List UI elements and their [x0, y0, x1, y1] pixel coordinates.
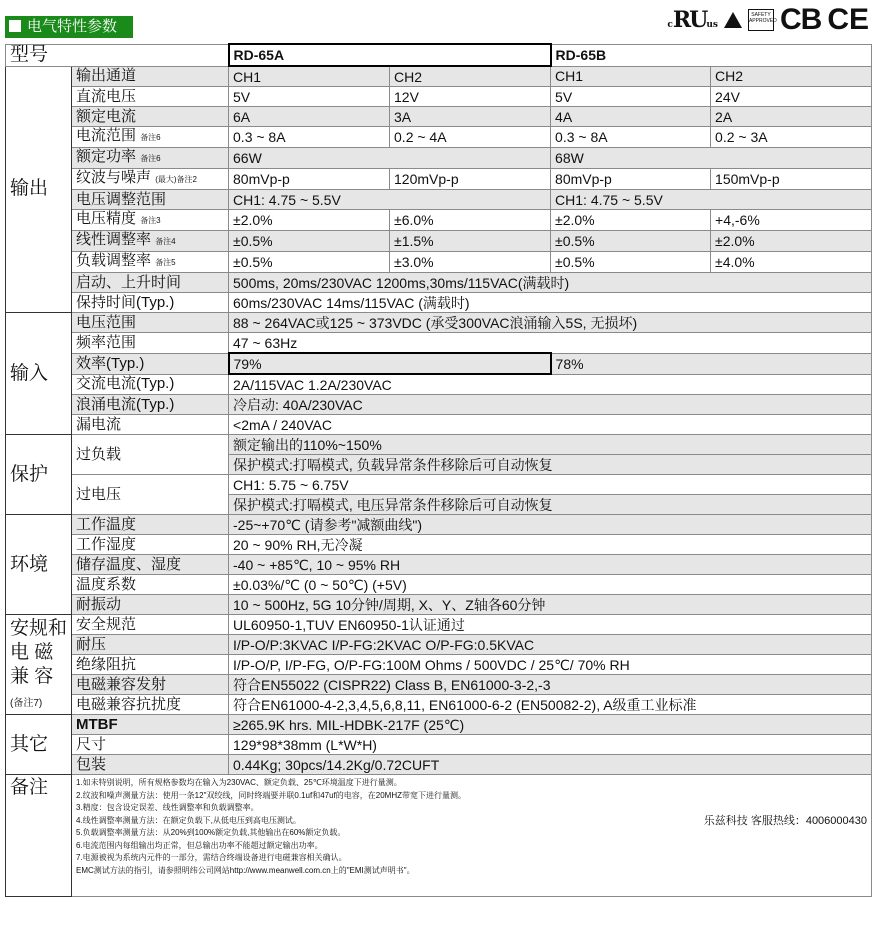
- cell: CH1: [229, 66, 390, 87]
- row-label: 浪涌电流(Typ.): [72, 395, 229, 415]
- row-label: 保持时间(Typ.): [72, 293, 229, 313]
- row-label: 工作湿度: [72, 535, 229, 555]
- cell: 符合EN61000-4-2,3,4,5,6,8,11, EN61000-6-2 (EN50082-2), A级重工业标准: [229, 695, 872, 715]
- cell: 10 ~ 500Hz, 5G 10分钟/周期, X、Y、Z轴各60分钟: [229, 595, 872, 615]
- cell: ±1.5%: [390, 231, 551, 252]
- row-label: 负载调整率 备注5: [72, 252, 229, 273]
- cell: ±3.0%: [390, 252, 551, 273]
- cell: I/P-O/P, I/P-FG, O/P-FG:100M Ohms / 500VDC / 25℃/ 70% RH: [229, 655, 872, 675]
- cell: 符合EN55022 (CISPR22) Class B, EN61000-3-2,-3: [229, 675, 872, 695]
- cell: 4A: [551, 107, 711, 127]
- cell: 120mVp-p: [390, 169, 551, 190]
- cell: CH2: [711, 66, 872, 87]
- note-line: 2.纹波和噪声测量方法：使用一条12"双绞线，同时终端要并联0.1uf和47uf的电容，在20MHZ带宽下进行量测。: [76, 790, 466, 800]
- certification-logos: [667, 4, 869, 36]
- category-output: 输出: [6, 66, 72, 313]
- cell: 129*98*38mm (L*W*H): [229, 735, 872, 755]
- square-bullet-icon: [9, 20, 21, 32]
- row-label: 效率(Typ.): [72, 353, 229, 374]
- row-label: 额定功率 备注6: [72, 148, 229, 169]
- cell: 保护模式:打嗝模式, 负载异常条件移除后可自动恢复: [229, 455, 872, 475]
- row-label: 电压范围: [72, 313, 229, 333]
- cell: 20 ~ 90% RH,无冷凝: [229, 535, 872, 555]
- cell: 12V: [390, 87, 551, 107]
- cell: ±4.0%: [711, 252, 872, 273]
- cell: 0.2 ~ 4A: [390, 127, 551, 148]
- cell: ±2.0%: [711, 231, 872, 252]
- category-others: 其它: [6, 715, 72, 775]
- cell: 500ms, 20ms/230VAC 1200ms,30ms/115VAC(满载时): [229, 273, 872, 293]
- cell: ±0.03%/℃ (0 ~ 50℃) (+5V): [229, 575, 872, 595]
- cell: 24V: [711, 87, 872, 107]
- cell: 保护模式:打嗝模式, 电压异常条件移除后可自动恢复: [229, 495, 872, 515]
- spec-table: [5, 43, 872, 897]
- cell: I/P-O/P:3KVAC I/P-FG:2KVAC O/P-FG:0.5KVAC: [229, 635, 872, 655]
- cell: ±0.5%: [229, 252, 390, 273]
- cell: 5V: [229, 87, 390, 107]
- cell: 额定输出的110%~150%: [229, 435, 872, 455]
- cell: ±6.0%: [390, 210, 551, 231]
- safety-approved-badge: SAFETY APPROVED: [748, 9, 774, 31]
- cell: 60ms/230VAC 14ms/115VAC (满载时): [229, 293, 872, 313]
- row-label: 频率范围: [72, 333, 229, 354]
- row-label: 电磁兼容发射: [72, 675, 229, 695]
- cell: 0.44Kg; 30pcs/14.2Kg/0.72CUFT: [229, 755, 872, 775]
- cb-logo: CB: [779, 3, 822, 36]
- category-environment: 环境: [6, 515, 72, 615]
- section-header: [5, 16, 133, 38]
- row-label: 包装: [72, 755, 229, 775]
- row-label: 电流范围 备注6: [72, 127, 229, 148]
- cell: CH1: [551, 66, 711, 87]
- row-label: 过负载: [72, 435, 229, 475]
- cell: 68W: [551, 148, 872, 169]
- row-label: 温度系数: [72, 575, 229, 595]
- cell: 88 ~ 264VAC或125 ~ 373VDC (承受300VAC浪涌输入5S, 无损坏): [229, 313, 872, 333]
- note-line: 7.电源被视为系统内元件的一部分，需结合终端设备进行电磁兼容相关确认。: [76, 853, 347, 862]
- cell: 0.3 ~ 8A: [229, 127, 390, 148]
- model-a: RD-65A: [229, 44, 551, 66]
- row-label: 工作温度: [72, 515, 229, 535]
- note-line: 1.如未特别说明，所有规格参数均在输入为230VAC、额定负载、25℃环境温度下进行量测。: [76, 778, 402, 787]
- cell: +4,-6%: [711, 210, 872, 231]
- row-label: 直流电压: [72, 87, 229, 107]
- customer-hotline: 乐兹科技 客服热线：4006000430: [703, 815, 867, 827]
- cell: CH1: 4.75 ~ 5.5V: [229, 190, 551, 210]
- row-label: 电压精度 备注3: [72, 210, 229, 231]
- row-label: 储存温度、湿度: [72, 555, 229, 575]
- cell: CH1: 5.75 ~ 6.75V: [229, 475, 872, 495]
- row-label: 耐压: [72, 635, 229, 655]
- note-line: 5.负载调整率测量方法：从20%到100%额定负载,其他输出在60%额定负载。: [76, 828, 346, 837]
- cell: CH2: [390, 66, 551, 87]
- category-safety-emc: 安规和 电 磁 兼 容 (备注7): [6, 615, 72, 715]
- model-b: RD-65B: [551, 44, 872, 66]
- cell: 0.3 ~ 8A: [551, 127, 711, 148]
- row-label: 耐振动: [72, 595, 229, 615]
- warning-triangle-icon: [724, 12, 742, 28]
- cell: 79%: [229, 353, 551, 374]
- section-title: 电气特性参数: [27, 18, 118, 35]
- row-label: 交流电流(Typ.): [72, 374, 229, 395]
- cell: ≥265.9K hrs. MIL-HDBK-217F (25℃): [229, 715, 872, 735]
- cell: ±0.5%: [551, 231, 711, 252]
- ul-logo: cRUus: [667, 7, 718, 33]
- cell: ±0.5%: [229, 231, 390, 252]
- note-line: 4.线性调整率测量方法：在额定负载下,从低电压到高电压测试。: [76, 815, 301, 825]
- ce-logo: CE: [827, 3, 869, 36]
- cell: <2mA / 240VAC: [229, 415, 872, 435]
- note-line: 6.电流范围内每组输出均正常，但总输出功率不能超过额定输出功率。: [76, 840, 323, 850]
- row-label: 漏电流: [72, 415, 229, 435]
- row-label: 绝缘阻抗: [72, 655, 229, 675]
- cell: -25~+70℃ (请参考"减额曲线"): [229, 515, 872, 535]
- cell: 冷启动: 40A/230VAC: [229, 395, 872, 415]
- row-label: 过电压: [72, 475, 229, 515]
- row-label: 尺寸: [72, 735, 229, 755]
- cell: ±2.0%: [551, 210, 711, 231]
- notes-list: [72, 775, 872, 897]
- cell: 3A: [390, 107, 551, 127]
- cell: 0.2 ~ 3A: [711, 127, 872, 148]
- cell: 2A/115VAC 1.2A/230VAC: [229, 374, 872, 395]
- cell: CH1: 4.75 ~ 5.5V: [551, 190, 872, 210]
- category-input: 输入: [6, 313, 72, 435]
- row-label: 额定电流: [72, 107, 229, 127]
- cell: 47 ~ 63Hz: [229, 333, 872, 354]
- cell: 78%: [551, 353, 872, 374]
- row-label: 纹波与噪声 (最大)备注2: [72, 169, 229, 190]
- row-label: 启动、上升时间: [72, 273, 229, 293]
- cell: 6A: [229, 107, 390, 127]
- cell: 150mVp-p: [711, 169, 872, 190]
- model-label: 型号: [6, 44, 229, 66]
- row-label: 电压调整范围: [72, 190, 229, 210]
- cell: ±0.5%: [551, 252, 711, 273]
- note-line: 3.精度：包含设定误差、线性调整率和负载调整率。: [76, 803, 259, 812]
- cell: 66W: [229, 148, 551, 169]
- cell: 2A: [711, 107, 872, 127]
- category-notes: 备注: [6, 775, 72, 897]
- row-label: 安全规范: [72, 615, 229, 635]
- row-label: 线性调整率 备注4: [72, 231, 229, 252]
- row-label: 电磁兼容抗扰度: [72, 695, 229, 715]
- cell: 5V: [551, 87, 711, 107]
- cell: ±2.0%: [229, 210, 390, 231]
- row-label: 输出通道: [72, 66, 229, 87]
- cell: UL60950-1,TUV EN60950-1认证通过: [229, 615, 872, 635]
- cell: -40 ~ +85℃, 10 ~ 95% RH: [229, 555, 872, 575]
- cell: 80mVp-p: [551, 169, 711, 190]
- category-protection: 保护: [6, 435, 72, 515]
- row-label: MTBF: [72, 715, 229, 735]
- cell: 80mVp-p: [229, 169, 390, 190]
- note-line: EMC测试方法的指引，请参照明纬公司网站http://www.meanwell.com.cn上的"EMI测试声明书"。: [76, 865, 415, 875]
